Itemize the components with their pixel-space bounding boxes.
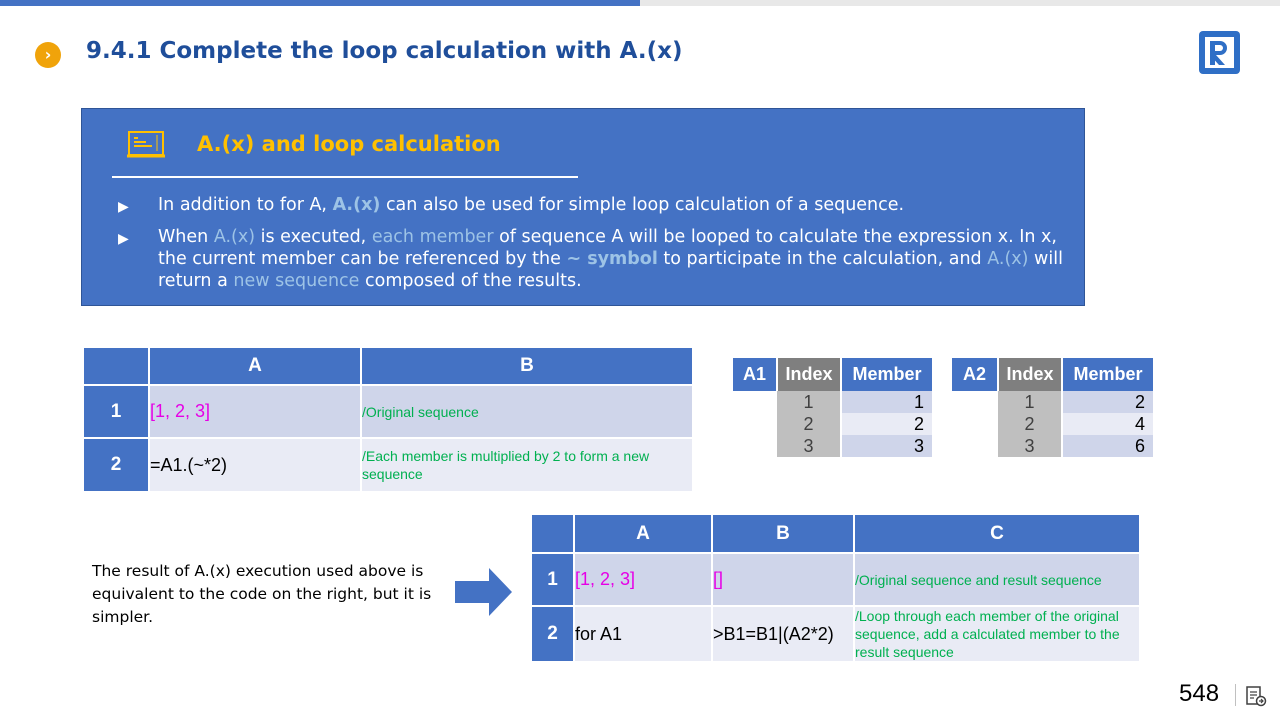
cell-a2[interactable]: for A1 [574, 606, 712, 662]
index-cell: 2 [777, 413, 841, 435]
grid-corner [83, 347, 149, 385]
cell-b2[interactable]: /Each member is multiplied by 2 to form a new sequence [361, 438, 693, 492]
right-arrow-icon [455, 568, 512, 616]
member-cell: 1 [841, 391, 932, 413]
sequence-label: A2 [952, 358, 998, 391]
index-cell: 1 [777, 391, 841, 413]
member-cell: 2 [1062, 391, 1153, 413]
bullet-marker: ▶ [118, 199, 129, 215]
sequence-table-a1 [733, 358, 932, 457]
cell-c1[interactable]: /Original sequence and result sequence [854, 553, 1140, 606]
cell-b1[interactable]: /Original sequence [361, 385, 693, 438]
info-box-heading: A.(x) and loop calculation [197, 132, 501, 156]
code-grid-2 [530, 513, 1141, 663]
column-header: A [149, 347, 361, 385]
cell-c2[interactable]: /Loop through each member of the original sequence, add a calculated member to the result sequence [854, 606, 1140, 662]
page-number: 548 [1179, 680, 1220, 707]
row-number: 1 [83, 385, 149, 438]
index-header: Index [777, 358, 841, 391]
cell-a1[interactable]: [1, 2, 3] [574, 553, 712, 606]
top-progress-track [640, 0, 1280, 6]
member-header: Member [841, 358, 932, 391]
top-progress-bar [0, 0, 640, 6]
column-header: C [854, 514, 1140, 553]
column-header: A [574, 514, 712, 553]
index-cell: 2 [998, 413, 1062, 435]
member-header: Member [1062, 358, 1153, 391]
r-logo-icon [1199, 31, 1240, 74]
cell-a2[interactable]: =A1.(~*2) [149, 438, 361, 492]
bullet-text: When A.(x) is executed, each member of sequence A will be looped to calculate the expression x. In x, the current member can be referenced by the ~ symbol to participate in the calculation, and A.(x) will return a new sequence composed of the results. [158, 227, 1063, 291]
column-header: B [361, 347, 693, 385]
row-number: 2 [531, 606, 574, 662]
document-return-icon[interactable] [1245, 685, 1267, 707]
footer-divider [1235, 684, 1236, 706]
code-grid-1 [82, 346, 694, 493]
member-cell: 3 [841, 435, 932, 457]
cell-a1[interactable]: [1, 2, 3] [149, 385, 361, 438]
row-number: 2 [83, 438, 149, 492]
sequence-table-a2 [952, 358, 1153, 457]
heading-divider [112, 176, 578, 178]
column-header: B [712, 514, 854, 553]
row-number: 1 [531, 553, 574, 606]
cell-b1[interactable]: [] [712, 553, 854, 606]
member-cell: 4 [1062, 413, 1153, 435]
index-cell: 3 [777, 435, 841, 457]
grid-corner [531, 514, 574, 553]
bullet-text: In addition to for A, A.(x) can also be used for simple loop calculation of a sequence. [158, 195, 905, 215]
index-header: Index [998, 358, 1062, 391]
index-cell: 3 [998, 435, 1062, 457]
chevron-right-circle-icon: › [35, 42, 61, 68]
cell-b2[interactable]: >B1=B1|(A2*2) [712, 606, 854, 662]
member-cell: 2 [841, 413, 932, 435]
bullet-marker: ▶ [118, 231, 129, 247]
member-cell: 6 [1062, 435, 1153, 457]
sequence-label: A1 [733, 358, 777, 391]
explanation-note: The result of A.(x) execution used above is equivalent to the code on the right, but it is simpler. [92, 562, 432, 626]
chalkboard-icon [127, 131, 165, 160]
index-cell: 1 [998, 391, 1062, 413]
page-title: 9.4.1 Complete the loop calculation with A.(x) [86, 38, 683, 64]
